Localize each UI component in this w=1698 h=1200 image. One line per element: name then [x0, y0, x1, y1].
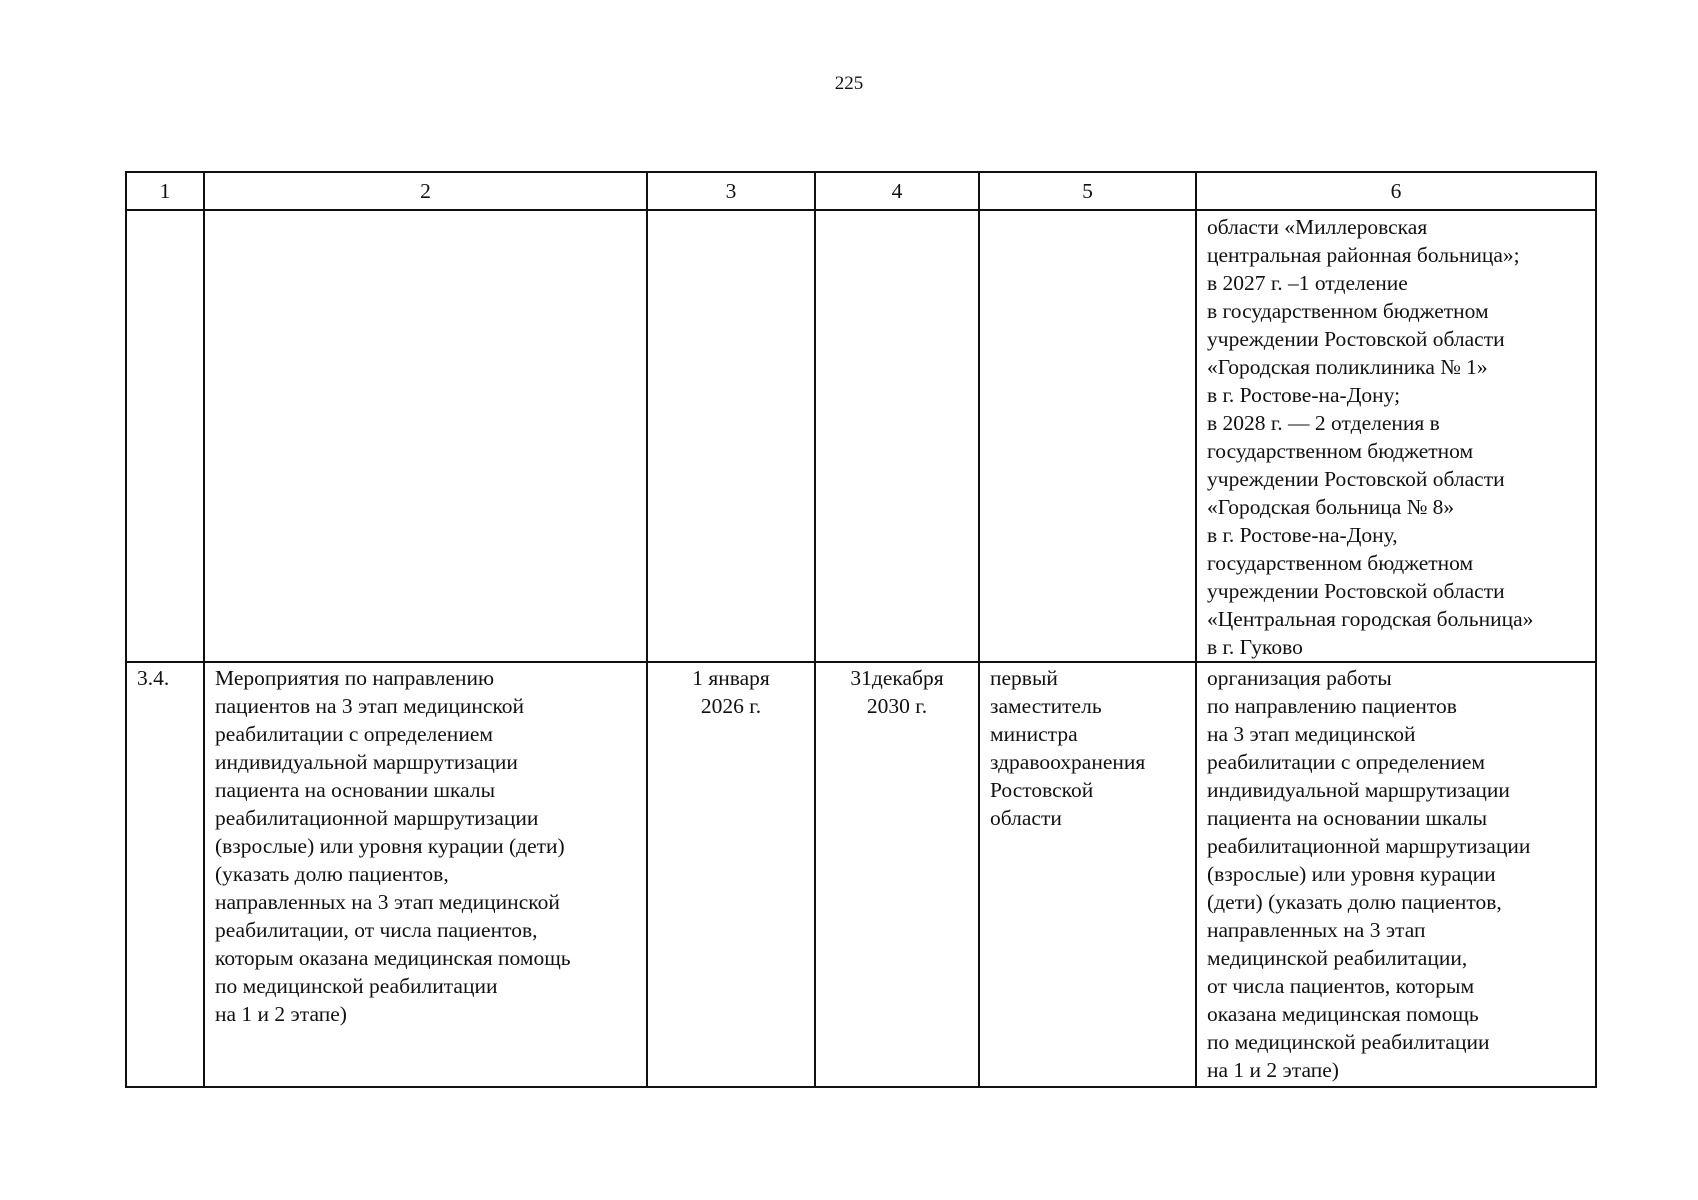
continued-cell-4 [815, 210, 979, 662]
measure-description: Мероприятия по направлению пациентов на 3 этап медицинской реабилитации с определением индивидуальной маршрутизации пациента на основании шкалы реабилитационной маршрутизации (взрослые) или уровня курации (дети) (указать долю пациентов, направленных на 3 этап медицинской реабилитации, от числа пациентов, которым оказана медицинская помощь по медицинской реабилитации на 1 и 2 этапе) [204, 662, 647, 1087]
column-header-5: 5 [979, 172, 1196, 210]
start-date: 1 января 2026 г. [647, 662, 815, 1087]
responsible-person: первый заместитель министра здравоохранения Ростовской области [979, 662, 1196, 1087]
expected-result: организация работы по направлению пациентов на 3 этап медицинской реабилитации с определением индивидуальной маршрутизации пациента на основании шкалы реабилитационной маршрутизации (взрослые) или уровня курации (дети) (указать долю пациентов, направленных на 3 этап медицинской реабилитации, от числа пациентов, которым оказана медицинская помощь по медицинской реабилитации на 1 и 2 этапе) [1196, 662, 1596, 1087]
end-date: 31декабря 2030 г. [815, 662, 979, 1087]
continued-cell-1 [126, 210, 204, 662]
table-row-continued [126, 210, 1596, 662]
measures-table [125, 171, 1597, 1088]
continued-cell-5 [979, 210, 1196, 662]
column-header-6: 6 [1196, 172, 1596, 210]
column-header-2: 2 [204, 172, 647, 210]
continued-cell-result: области «Миллеровская центральная районная больница»; в 2027 г. –1 отделение в государственном бюджетном учреждении Ростовской области «Городская поликлиника № 1» в г. Ростове-на-Дону; в 2028 г. — 2 отделения в государственном бюджетном учреждении Ростовской области «Городская больница № 8» в г. Ростове-на-Дону, государственном бюджетном учреждении Ростовской области «Центральная городская больница» в г. Гуково [1196, 210, 1596, 662]
column-header-3: 3 [647, 172, 815, 210]
column-header-4: 4 [815, 172, 979, 210]
page-number: 225 [834, 73, 864, 94]
continued-cell-2 [204, 210, 647, 662]
row-number: 3.4. [126, 662, 204, 1087]
column-header-1: 1 [126, 172, 204, 210]
table-row-3-4 [126, 662, 1596, 1087]
continued-cell-3 [647, 210, 815, 662]
table-header-row [126, 172, 1596, 210]
